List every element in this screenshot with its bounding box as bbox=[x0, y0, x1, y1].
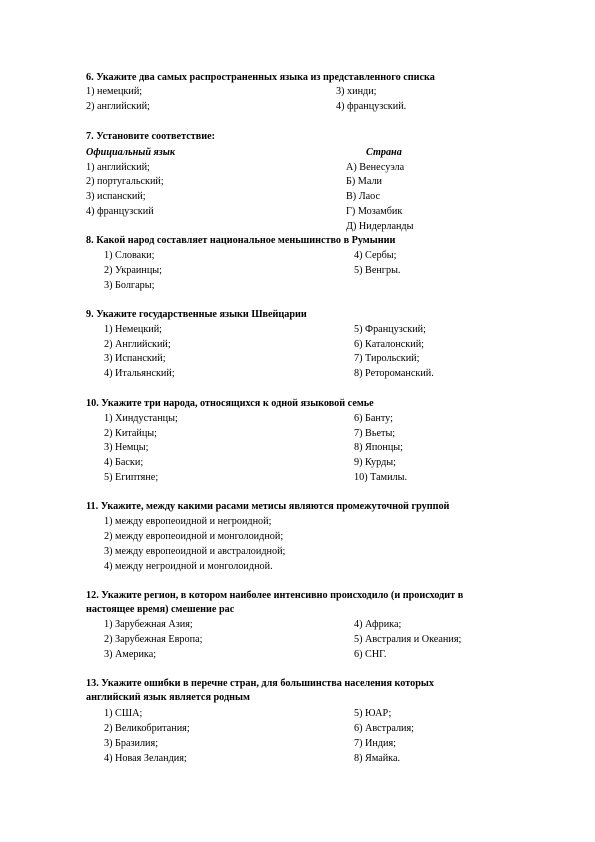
q13-option: 4) Новая Зеландия; bbox=[104, 753, 187, 764]
q6-option: 1) немецкий; bbox=[86, 86, 143, 97]
q9-option: 8) Ретороманский. bbox=[354, 368, 434, 379]
q9-option: 4) Итальянский; bbox=[104, 368, 175, 379]
q12-option: 6) СНГ. bbox=[354, 649, 387, 660]
q10-option: 7) Вьеты; bbox=[354, 428, 396, 439]
q7-language: 4) французский bbox=[86, 206, 154, 217]
q10-title: 10. Укажите три народа, относящихся к одной языковой семье bbox=[86, 398, 374, 409]
q13-option: 8) Ямайка. bbox=[354, 753, 401, 764]
q9-option: 1) Немецкий; bbox=[104, 324, 163, 335]
q9-option: 3) Испанский; bbox=[104, 353, 166, 364]
q9-option: 2) Английский; bbox=[104, 339, 171, 350]
q12-option: 2) Зарубежная Европа; bbox=[104, 634, 203, 645]
q8-option: 1) Словаки; bbox=[104, 250, 155, 261]
q9-title: 9. Укажите государственные языки Швейцарии bbox=[86, 309, 307, 320]
q6-option: 3) хинди; bbox=[336, 86, 377, 97]
q13-option: 6) Австралия; bbox=[354, 723, 414, 734]
q10-option: 9) Курды; bbox=[354, 457, 396, 468]
q7-country: А) Венесуэла bbox=[346, 162, 405, 173]
q12-title: 12. Укажите регион, в котором наиболее интенсивно происходило (и происходит в bbox=[86, 590, 464, 601]
q8-title: 8. Какой народ составляет национальное меньшинство в Румынии bbox=[86, 235, 396, 246]
q12-option: 4) Африка; bbox=[354, 619, 402, 630]
q11-option: 3) между европеоидной и австралоидной; bbox=[104, 546, 286, 557]
q9-option: 5) Французский; bbox=[354, 324, 426, 335]
q6-title: 6. Укажите два самых распространенных языка из представленного списка bbox=[86, 72, 435, 83]
q8-option: 2) Украинцы; bbox=[104, 265, 162, 276]
q10-option: 6) Банту; bbox=[354, 413, 393, 424]
q6-option: 2) английский; bbox=[86, 101, 150, 112]
q10-option: 3) Немцы; bbox=[104, 442, 149, 453]
q12-option: 1) Зарубежная Азия; bbox=[104, 619, 193, 630]
q9-option: 7) Тирольский; bbox=[354, 353, 420, 364]
q12-title-continued: настоящее время) смешение рас bbox=[86, 604, 235, 615]
q13-option: 1) США; bbox=[104, 708, 143, 719]
q6-option: 4) французский. bbox=[336, 101, 407, 112]
q11-option: 4) между негроидной и монголоидной. bbox=[104, 561, 273, 572]
q8-option: 5) Венгры. bbox=[354, 265, 401, 276]
q13-option: 2) Великобритания; bbox=[104, 723, 190, 734]
q9-option: 6) Каталонский; bbox=[354, 339, 424, 350]
q10-option: 5) Египтяне; bbox=[104, 472, 159, 483]
q8-option: 4) Сербы; bbox=[354, 250, 397, 261]
q11-option: 2) между европеоидной и монголоидной; bbox=[104, 531, 284, 542]
q7-title: 7. Установите соответствие: bbox=[86, 131, 216, 142]
q11-title: 11. Укажите, между какими расами метисы являются промежуточной группой bbox=[86, 501, 450, 512]
q7-right-header: Страна bbox=[366, 147, 402, 158]
q13-title-continued: английский язык является родным bbox=[86, 692, 250, 703]
q7-country: В) Лаос bbox=[346, 191, 381, 202]
q13-option: 5) ЮАР; bbox=[354, 708, 392, 719]
q10-option: 1) Хиндустанцы; bbox=[104, 413, 178, 424]
q11-option: 1) между европеоидной и негроидной; bbox=[104, 516, 272, 527]
q13-title: 13. Укажите ошибки в перечне стран, для большинства населения которых bbox=[86, 678, 434, 689]
q7-country: Г) Мозамбик bbox=[346, 206, 403, 217]
q7-country: Б) Мали bbox=[346, 176, 382, 187]
q13-option: 3) Бразилия; bbox=[104, 738, 159, 749]
q7-language: 3) испанский; bbox=[86, 191, 146, 202]
q10-option: 8) Японцы; bbox=[354, 442, 403, 453]
q10-option: 10) Тамилы. bbox=[354, 472, 407, 483]
q7-language: 1) английский; bbox=[86, 162, 150, 173]
q7-language: 2) португальский; bbox=[86, 176, 164, 187]
q12-option: 3) Америка; bbox=[104, 649, 157, 660]
q7-left-header: Официальный язык bbox=[86, 147, 176, 158]
q10-option: 4) Баски; bbox=[104, 457, 144, 468]
q12-option: 5) Австралия и Океания; bbox=[354, 634, 462, 645]
q10-option: 2) Китайцы; bbox=[104, 428, 157, 439]
q13-option: 7) Индия; bbox=[354, 738, 396, 749]
q8-option: 3) Болгары; bbox=[104, 280, 155, 291]
q7-country: Д) Нидерланды bbox=[346, 221, 414, 232]
